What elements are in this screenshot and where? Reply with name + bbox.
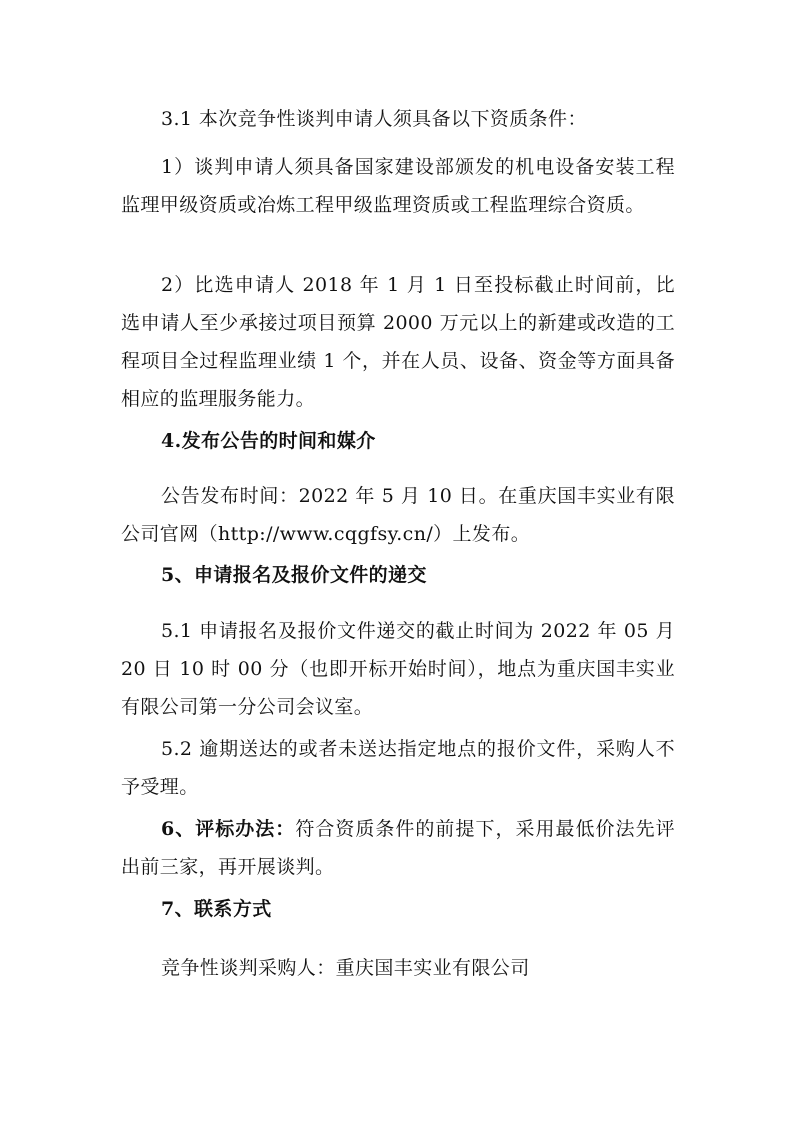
paragraph-qualification-intro: 3.1 本次竞争性谈判申请人须具备以下资质条件： [161,108,587,130]
paragraph-qualification-1: 1）谈判申请人须具备国家建设部颁发的机电设备安装工程监理甲级资质或冶炼工程甲级监理资质或工程监理综合资质。 [121,156,675,216]
paragraph-qualification-2: 2）比选申请人 2018 年 1 月 1 日至投标截止时间前，比选申请人至少承接过项目预算 2000 万元以上的新建或改造的工程项目全过程监理业绩 1 个，并在人员、设备、资金等方面具备相应的监理服务能力。 [121,274,675,410]
section-heading-submission: 5、申请报名及报价文件的递交 [161,564,427,586]
section-heading-announcement: 4.发布公告的时间和媒介 [161,430,376,452]
evaluation-method-text: 符合资质条件的前提下，采用最低价法先评出前三家，再开展谈判。 [121,818,675,878]
paragraph-evaluation-method [121,810,675,886]
paragraph-announcement: 公告发布时间：2022 年 5 月 10 日。在重庆国丰实业有限公司官网（http://www.cqgfsy.cn/）上发布。 [121,485,675,545]
paragraph-submission-deadline: 5.1 申请报名及报价文件递交的截止时间为 2022 年 05 月 20 日 10 时 00 分（也即开标开始时间），地点为重庆国丰实业有限公司第一分公司会议室。 [121,620,675,718]
paragraph-late-submission: 5.2 逾期送达的或者未送达指定地点的报价文件，采购人不予受理。 [121,738,675,798]
evaluation-method-label: 6、评标办法： [161,818,296,840]
paragraph-purchaser: 竞争性谈判采购人：重庆国丰实业有限公司 [161,957,530,979]
section-heading-contact: 7、联系方式 [161,898,272,920]
